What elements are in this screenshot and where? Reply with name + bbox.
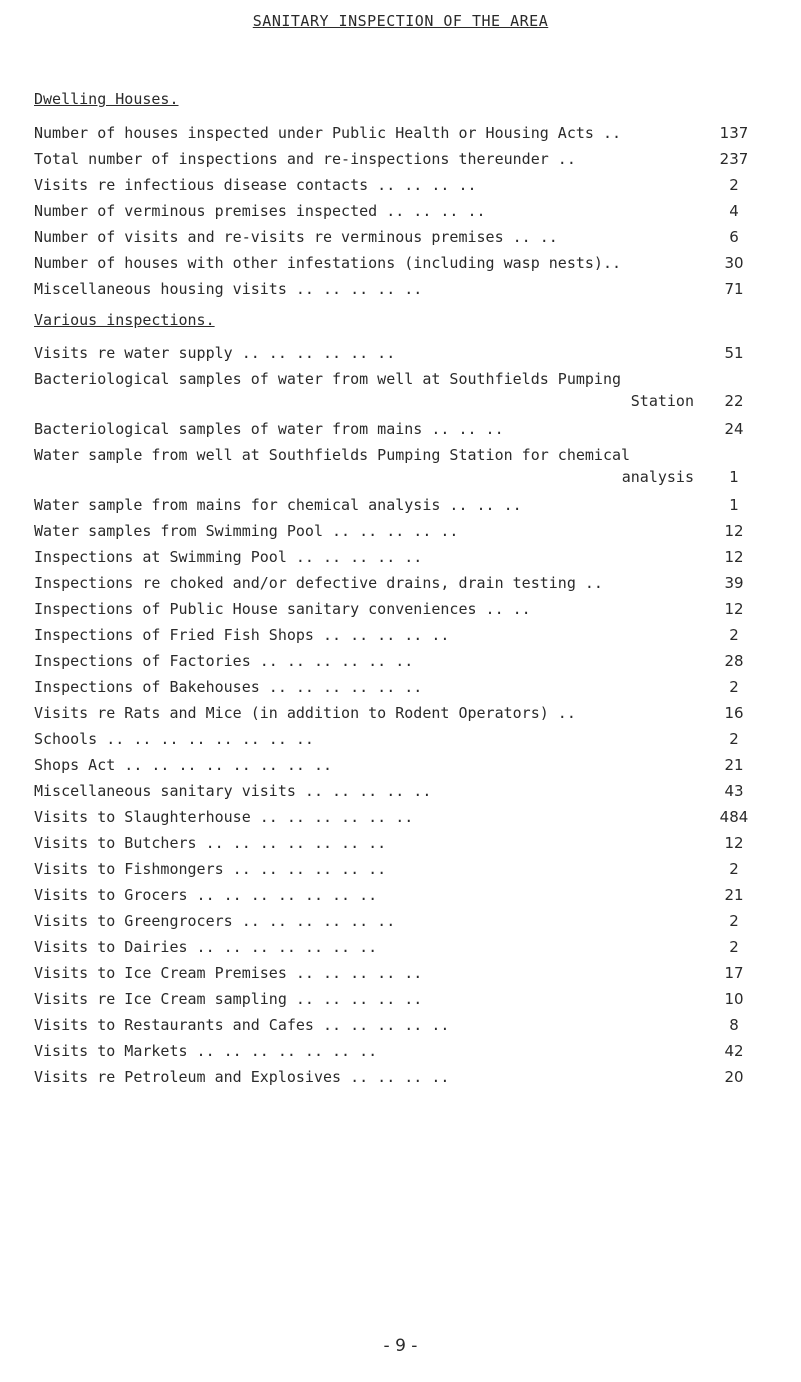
item-value: 2 — [729, 176, 739, 194]
list-item — [34, 726, 764, 752]
list-item — [34, 778, 764, 804]
item-label: Visits re Ice Cream sampling .. .. .. .. .. — [34, 990, 423, 1008]
item-label: Visits to Dairies .. .. .. .. .. .. .. — [34, 938, 378, 956]
list-item — [34, 856, 764, 882]
item-value: 2 — [729, 730, 739, 748]
item-value: 24 — [724, 420, 744, 438]
item-label: Bacteriological samples of water from well at Southfields Pumping — [34, 370, 621, 388]
list-item — [34, 934, 764, 960]
list-item — [34, 366, 764, 416]
item-label: Visits to Slaughterhouse .. .. .. .. .. .. — [34, 808, 414, 826]
item-label: Inspections of Fried Fish Shops .. .. .. .. .. — [34, 626, 450, 644]
item-label: Visits re Petroleum and Explosives .. .. .. .. — [34, 1068, 450, 1086]
list-item — [34, 622, 764, 648]
item-label: Water sample from mains for chemical analysis .. .. .. — [34, 496, 522, 514]
item-value: 237 — [719, 150, 749, 168]
item-label: Schools .. .. .. .. .. .. .. .. — [34, 730, 314, 748]
item-label: Visits to Greengrocers .. .. .. .. .. .. — [34, 912, 396, 930]
item-value: 12 — [724, 600, 744, 618]
item-value: 12 — [724, 548, 744, 566]
various-inspections-list — [34, 340, 764, 1090]
item-value: 43 — [724, 782, 744, 800]
item-value: 28 — [724, 652, 744, 670]
item-label: Inspections re choked and/or defective drains, drain testing .. — [34, 574, 603, 592]
item-value: 8 — [729, 1016, 739, 1034]
list-item — [34, 648, 764, 674]
item-value: 2 — [729, 678, 739, 696]
item-label: Inspections of Public House sanitary conveniences .. .. — [34, 600, 531, 618]
item-value: 21 — [724, 886, 744, 904]
item-label: Visits re water supply .. .. .. .. .. .. — [34, 344, 396, 362]
item-label: Inspections of Bakehouses .. .. .. .. .. .. — [34, 678, 423, 696]
item-value: 12 — [724, 522, 744, 540]
list-item — [34, 804, 764, 830]
item-label-continuation: Station — [630, 392, 694, 410]
item-label: Visits to Grocers .. .. .. .. .. .. .. — [34, 886, 378, 904]
list-item — [34, 146, 764, 172]
list-item — [34, 1064, 764, 1090]
item-label: Miscellaneous sanitary visits .. .. .. .. .. — [34, 782, 432, 800]
list-item — [34, 416, 764, 442]
item-value: 22 — [724, 392, 744, 410]
item-label: Bacteriological samples of water from mains .. .. .. — [34, 420, 504, 438]
item-label: Visits to Fishmongers .. .. .. .. .. .. — [34, 860, 387, 878]
item-label: Visits to Restaurants and Cafes .. .. .. .. .. — [34, 1016, 450, 1034]
item-label: Inspections of Factories .. .. .. .. .. .. — [34, 652, 414, 670]
item-label: Visits re infectious disease contacts .. .. .. .. — [34, 176, 477, 194]
item-label: Visits to Markets .. .. .. .. .. .. .. — [34, 1042, 378, 1060]
item-value: 6 — [729, 228, 739, 246]
item-value: 4 — [729, 202, 739, 220]
list-item — [34, 442, 764, 492]
item-value: 17 — [724, 964, 744, 982]
list-item — [34, 960, 764, 986]
item-label: Miscellaneous housing visits .. .. .. .. .. — [34, 280, 423, 298]
item-value: 71 — [724, 280, 744, 298]
item-value: 51 — [724, 344, 744, 362]
item-value: 2 — [729, 912, 739, 930]
item-value: 2 — [729, 860, 739, 878]
item-label: Water samples from Swimming Pool .. .. .. .. .. — [34, 522, 459, 540]
item-label: Total number of inspections and re-inspections thereunder .. — [34, 150, 576, 168]
item-label: Visits re Rats and Mice (in addition to Rodent Operators) .. — [34, 704, 576, 722]
list-item — [34, 250, 764, 276]
list-item — [34, 518, 764, 544]
list-item — [34, 830, 764, 856]
item-value: 42 — [724, 1042, 744, 1060]
item-label: Inspections at Swimming Pool .. .. .. .. .. — [34, 548, 423, 566]
page-title: SANITARY INSPECTION OF THE AREA — [252, 12, 549, 30]
list-item — [34, 276, 764, 302]
item-label: Number of verminous premises inspected .. .. .. .. — [34, 202, 486, 220]
list-item — [34, 882, 764, 908]
item-label: Number of visits and re-visits re verminous premises .. .. — [34, 228, 558, 246]
item-label: Water sample from well at Southfields Pumping Station for chemical — [34, 446, 631, 464]
list-item — [34, 340, 764, 366]
item-label-continuation: analysis — [621, 468, 694, 486]
item-value: 30 — [724, 254, 744, 272]
item-label: Visits to Ice Cream Premises .. .. .. .. .. — [34, 964, 423, 982]
list-item — [34, 1038, 764, 1064]
item-value: 2 — [729, 938, 739, 956]
list-item — [34, 172, 764, 198]
item-label: Visits to Butchers .. .. .. .. .. .. .. — [34, 834, 387, 852]
list-item — [34, 700, 764, 726]
list-item — [34, 674, 764, 700]
item-value: 12 — [724, 834, 744, 852]
dwelling-houses-list — [34, 120, 764, 302]
list-item — [34, 1012, 764, 1038]
item-label: Number of houses with other infestations (including wasp nests).. — [34, 254, 621, 272]
list-item — [34, 120, 764, 146]
page-number: - 9 - — [383, 1336, 418, 1356]
item-value: 10 — [724, 990, 744, 1008]
item-value: 2 — [729, 626, 739, 644]
item-value: 137 — [719, 124, 749, 142]
list-item — [34, 570, 764, 596]
list-item — [34, 752, 764, 778]
item-value: 21 — [724, 756, 744, 774]
item-value: 484 — [719, 808, 749, 826]
item-value: 1 — [729, 468, 739, 486]
item-value: 20 — [724, 1068, 744, 1086]
item-value: 16 — [724, 704, 744, 722]
list-item — [34, 596, 764, 622]
item-value: 1 — [729, 496, 739, 514]
item-value: 39 — [724, 574, 744, 592]
dwelling-houses-heading: Dwelling Houses. — [34, 90, 179, 108]
list-item — [34, 544, 764, 570]
list-item — [34, 224, 764, 250]
item-label: Shops Act .. .. .. .. .. .. .. .. — [34, 756, 333, 774]
various-inspections-heading: Various inspections. — [34, 311, 215, 329]
list-item — [34, 908, 764, 934]
list-item — [34, 198, 764, 224]
item-label: Number of houses inspected under Public Health or Housing Acts .. — [34, 124, 621, 142]
list-item — [34, 492, 764, 518]
list-item — [34, 986, 764, 1012]
